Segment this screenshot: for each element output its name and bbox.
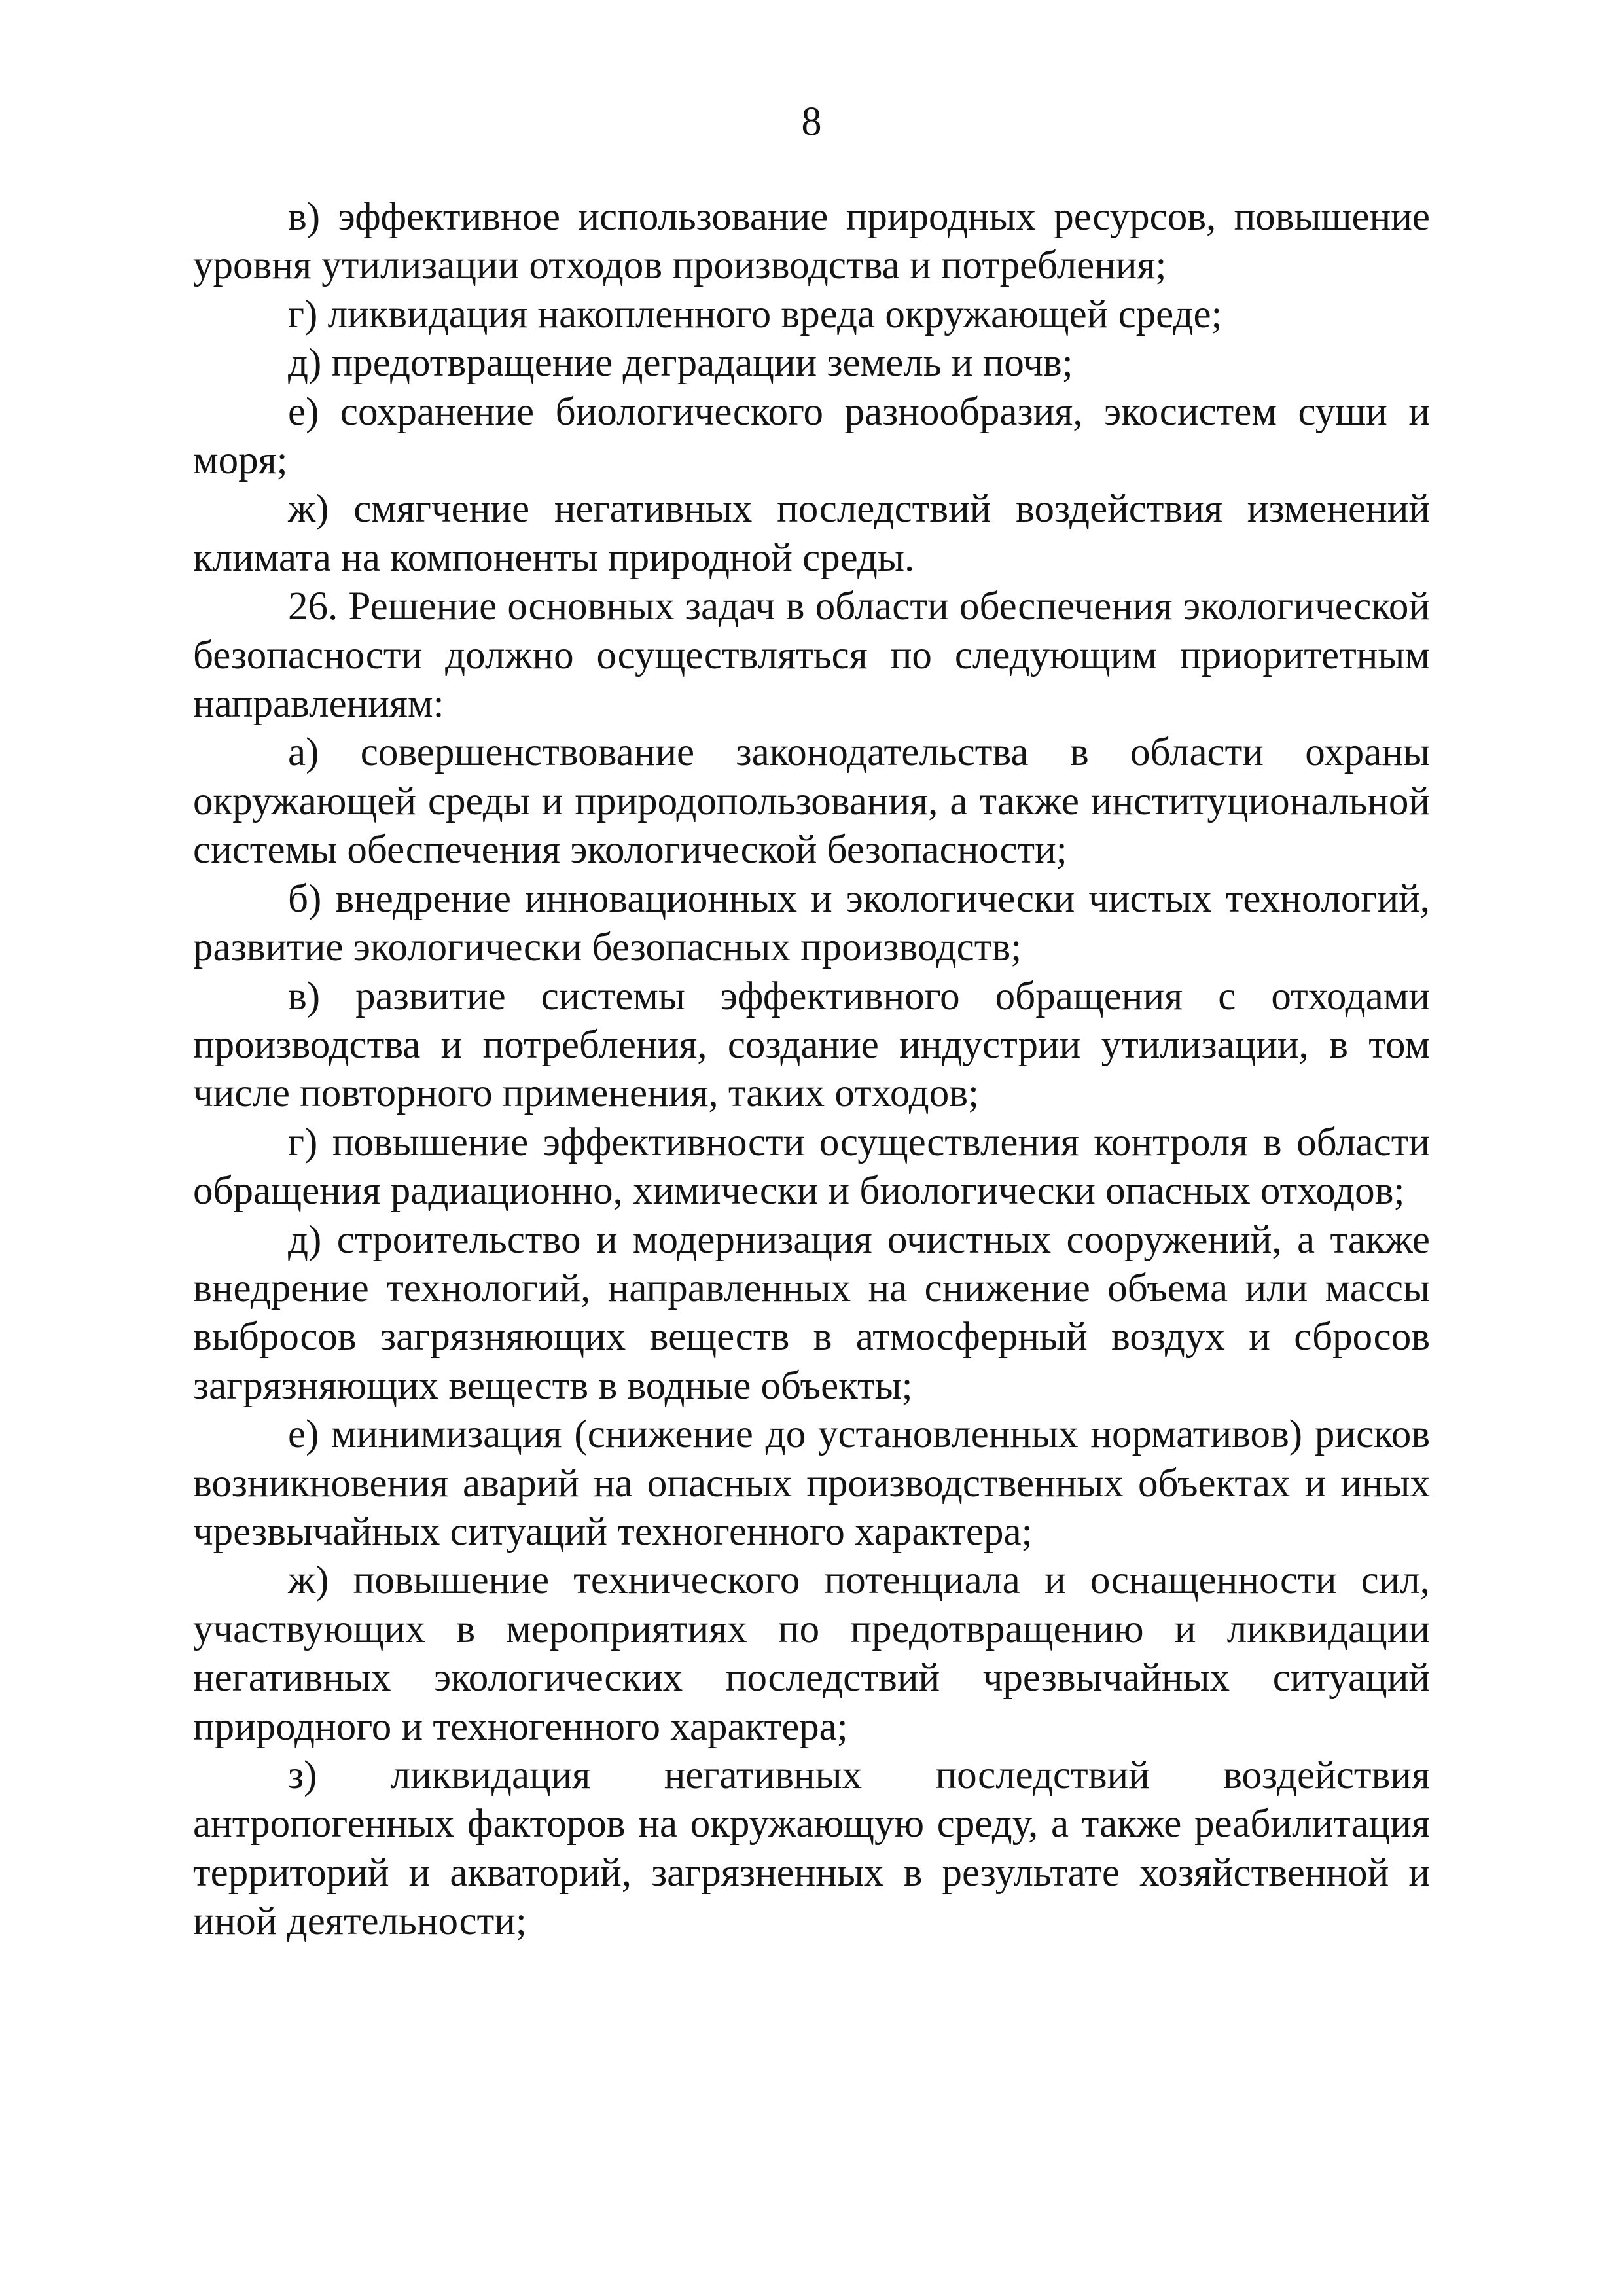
paragraph-b-technologies: б) внедрение инновационных и экологически чистых технологий, развитие экологически безопасных производств; <box>193 876 1430 970</box>
page-number: 8 <box>801 99 822 144</box>
paragraph-e-biodiversity: е) сохранение биологического разнообразия, экосистем суши и моря; <box>193 389 1430 483</box>
paragraph-g-control: г) повышение эффективности осуществления контроля в области обращения радиационно, химически и биологически опасных отходов; <box>193 1120 1430 1213</box>
document-body <box>193 193 1430 1946</box>
paragraph-26-priorities: 26. Решение основных задач в области обеспечения экологической безопасности должно осуществляться по следующим приоритетным направлениям: <box>193 584 1430 726</box>
paragraph-v-resources: в) эффективное использование природных ресурсов, повышение уровня утилизации отходов производства и потребления; <box>193 195 1430 288</box>
paragraph-zh-climate: ж) смягчение негативных последствий воздействия изменений климата на компоненты природной среды. <box>193 487 1430 580</box>
paragraph-zh-technical-potential: ж) повышение технического потенциала и оснащенности сил, участвующих в мероприятиях по предотвращению и ликвидации негативных экологических последствий чрезвычайных ситуаций природного и техногенного характера; <box>193 1558 1430 1749</box>
paragraph-a-legislation: а) совершенствование законодательства в области охраны окружающей среды и природопользования, а также институциональной системы обеспечения экологической безопасности; <box>193 730 1430 872</box>
paragraph-g-accumulated-harm: г) ликвидация накопленного вреда окружающей среде; <box>288 292 1222 336</box>
paragraph-v-waste-management: в) развитие системы эффективного обращения с отходами производства и потребления, создание индустрии утилизации, в том числе повторного применения, таких отходов; <box>193 974 1430 1116</box>
paragraph-e-risk-minimization: е) минимизация (снижение до установленных нормативов) рисков возникновения аварий на опасных производственных объектах и иных чрезвычайных ситуаций техногенного характера; <box>193 1412 1430 1554</box>
paragraph-z-rehabilitation: з) ликвидация негативных последствий воздействия антропогенных факторов на окружающую среду, а также реабилитация территорий и акваторий, загрязненных в результате хозяйственной и иной деятельности; <box>193 1753 1430 1944</box>
paragraph-d-treatment-facilities: д) строительство и модернизация очистных сооружений, а также внедрение технологий, направленных на снижение объема или массы выбросов загрязняющих веществ в атмосферный воздух и сбросов загрязняющих веществ в водные объекты; <box>193 1217 1430 1408</box>
paragraph-d-land-degradation: д) предотвращение деградации земель и почв; <box>288 341 1073 386</box>
